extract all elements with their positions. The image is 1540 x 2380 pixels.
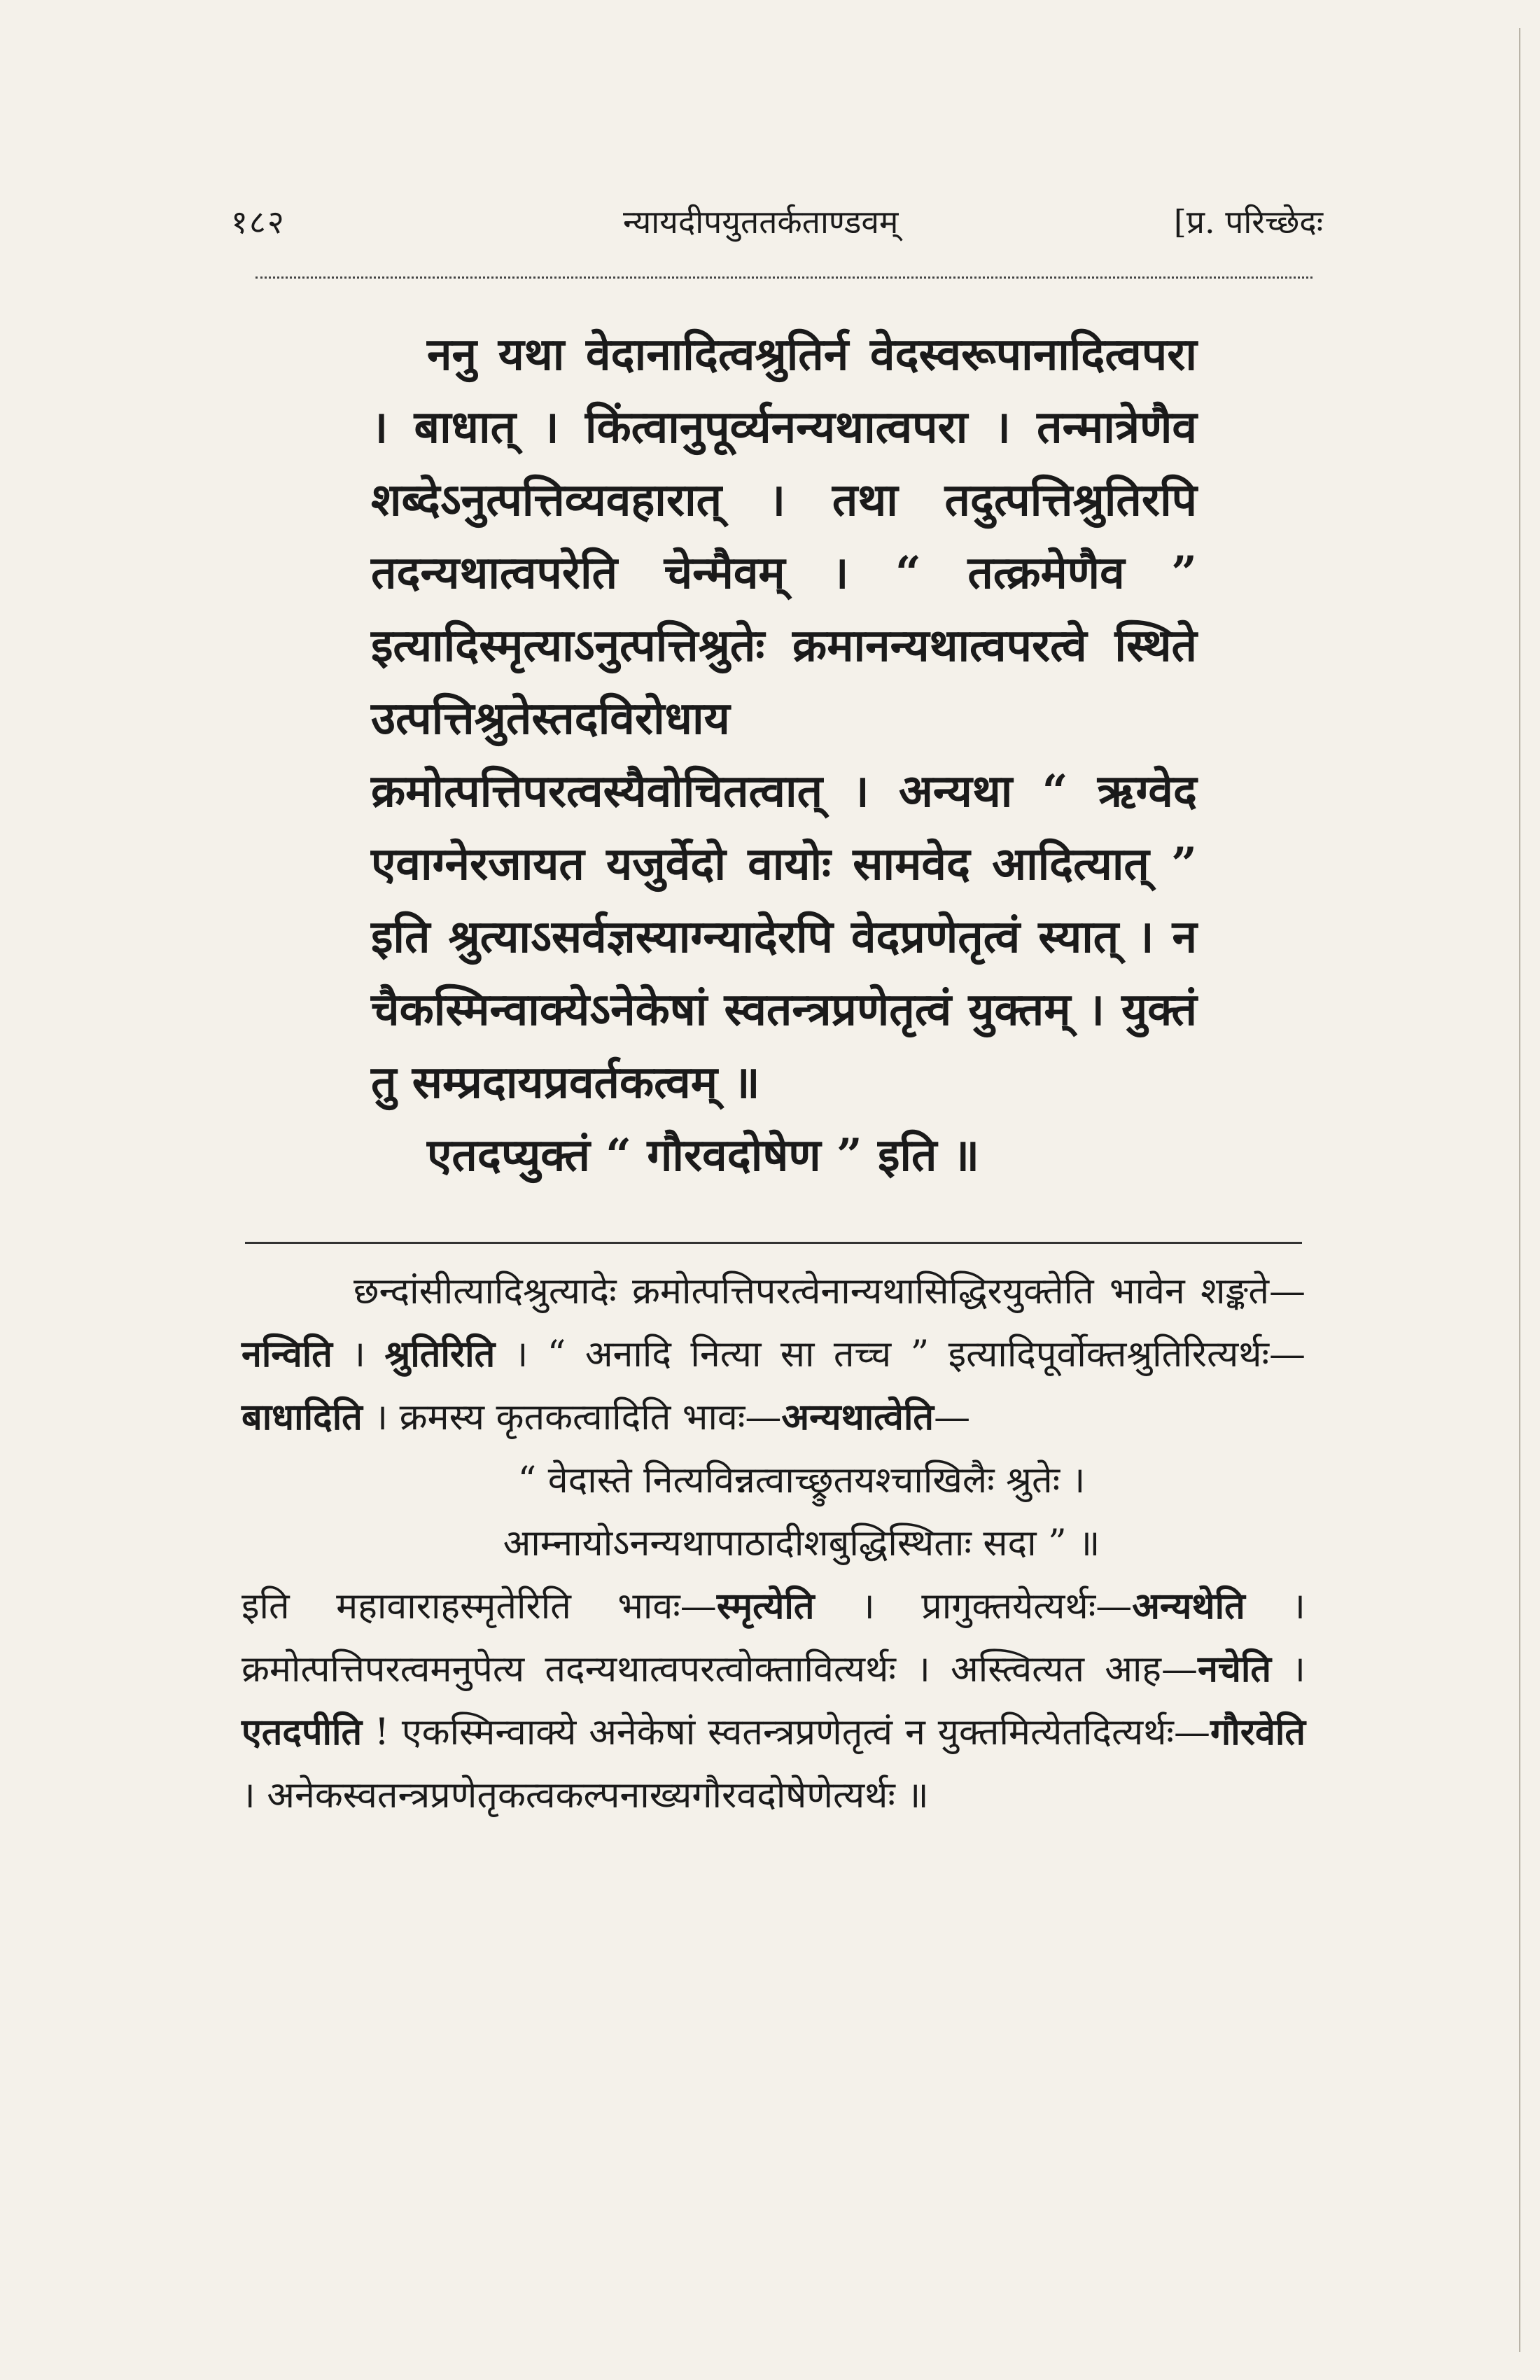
pratika-etadapiti: एतदपीति bbox=[241, 1711, 363, 1754]
page-edge bbox=[1519, 28, 1520, 2352]
header-rule bbox=[255, 276, 1312, 279]
main-paragraph-1: ननु यथा वेदानादित्वश्रुतिर्न वेदस्वरूपानादित्वपरा । बाधात् । किंत्वानुपूर्व्यनन्यथात्वपरा । तन्मात्रेणैव शब्देऽनुत्पत्तिव्यवहारात् । तथा तदुत्पत्तिश्रुतिरपि तदन्यथात्वपरेति चेन्मैवम् । “ तत्क्रमेणैव ” इत्यादिस्मृत्याऽनुत्पत्तिश्रुतेः क्रमानन्यथात्वपरत्वे स्थिते उत्पत्तिश्रुतेस्तदविरोधाय क्रमोत्पत्तिपरत्वस्यैवोचितत्वात् । अन्यथा “ ऋग्वेद एवाग्नेरजायत यजुर्वेदो वायोः सामवेद आदित्यात् ” इति श्रुत्याऽसर्वज्ञस्याग्न्यादेरपि वेदप्रणेतृत्वं स्यात् । न चैकस्मिन्वाक्येऽनेकेषां स्वतन्त्रप्रणेतृत्वं युक्तम् । युक्तं तु सम्प्रदायप्रवर्तकत्वम् ॥ bbox=[371, 328, 1197, 1109]
commentary-text: । bbox=[1271, 1648, 1306, 1690]
book-title: न्यायदीपयुततर्कताण्डवम् bbox=[623, 203, 899, 241]
commentary-text: । क्रमस्य कृतकत्वादिति भावः— bbox=[362, 1396, 782, 1438]
commentary-text: छन्दांसीत्यादिश्रुत्यादेः क्रमोत्पत्तिपरत्वेनान्यथासिद्धिरयुक्तेति भावेन शङ्कते— bbox=[354, 1270, 1306, 1312]
main-paragraph-2: एतदप्युक्तं “ गौरवदोषेण ” इति ॥ bbox=[427, 1129, 980, 1182]
commentary-text: इति महावाराहस्मृतेरिति भावः— bbox=[241, 1586, 717, 1628]
commentary-text: ! एकस्मिन्वाक्ये अनेकेषां स्वतन्त्रप्रणेतृत्वं न युक्तमित्येतदित्यर्थः— bbox=[362, 1712, 1210, 1754]
pratika-anyatheti: अन्यथेति bbox=[1132, 1585, 1245, 1628]
pratika-nanviti: नन्विति bbox=[241, 1333, 332, 1376]
commentary-text: । क्रमोत्पत्तिपरत्वमनुपेत्य तदन्यथात्वपरत्वोक्तावित्यर्थः । अस्त्वित्यत आह— bbox=[241, 1586, 1306, 1690]
commentary-text: । bbox=[332, 1334, 385, 1376]
pratika-smrityeti: स्मृत्येति bbox=[716, 1585, 815, 1628]
commentary bbox=[241, 1260, 1306, 1827]
text-commentary-divider bbox=[245, 1242, 1302, 1244]
commentary-text: । अनेकस्वतन्त्रप्रणेतृकत्वकल्पनाख्यगौरवदोषेणेत्यर्थः ॥ bbox=[241, 1774, 929, 1816]
commentary-text: । प्रागुक्तयेत्यर्थः— bbox=[814, 1586, 1133, 1628]
running-header bbox=[231, 200, 1323, 248]
page-number: १८२ bbox=[231, 203, 286, 241]
commentary-text: — bbox=[934, 1396, 971, 1438]
commentary-text: । “ अनादि नित्या सा तच्च ” इत्यादिपूर्वोक्तश्रुतिरित्यर्थः— bbox=[495, 1334, 1306, 1376]
commentary-paragraph-2 bbox=[241, 1575, 1306, 1827]
section-label: [प्र. परिच्छेदः bbox=[1173, 203, 1323, 241]
verse-line-1: “ वेदास्ते नित्यविन्नत्वाच्छ्रुतयश्चाखिलैः श्रुतेः । bbox=[517, 1460, 1086, 1502]
commentary-paragraph-1 bbox=[241, 1260, 1306, 1449]
pratika-anyathatveti: अन्यथात्वेति bbox=[781, 1396, 934, 1438]
pratika-badhaditi: बाधादिति bbox=[241, 1396, 363, 1438]
main-text bbox=[371, 318, 1197, 1192]
pratika-naceti: नचेति bbox=[1198, 1648, 1272, 1690]
pratika-gauraveti: गौरवेति bbox=[1210, 1711, 1306, 1754]
verse-line-2: आम्नायोऽनन्यथापाठादीशबुद्धिस्थिताः सदा ” ॥ bbox=[503, 1522, 1100, 1564]
pratika-shrutiriti: श्रुतिरिति bbox=[384, 1333, 496, 1376]
